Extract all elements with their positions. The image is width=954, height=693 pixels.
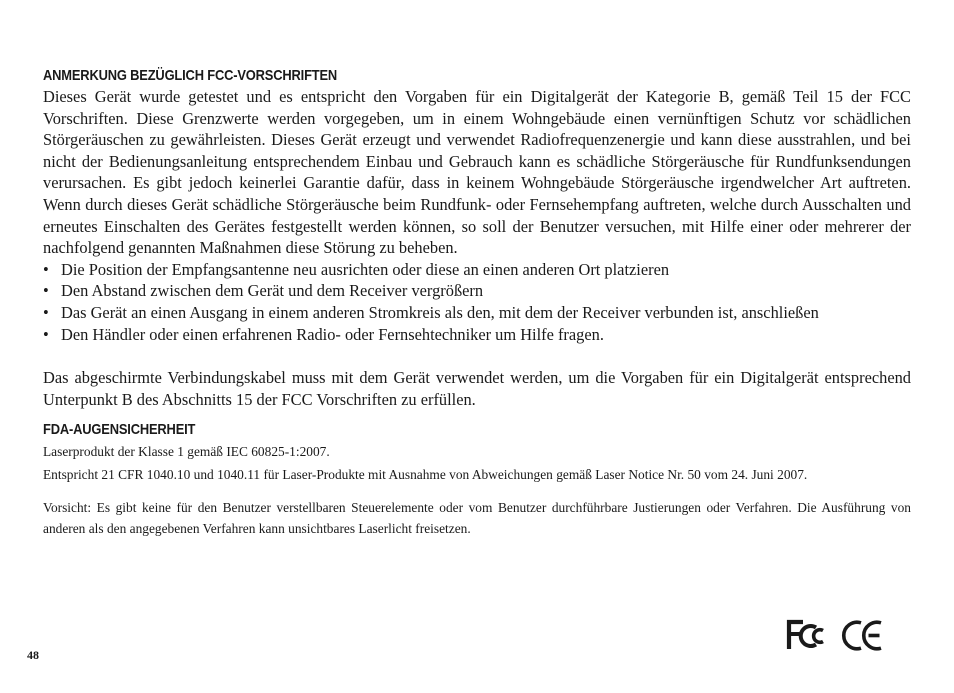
- certification-logos: [786, 618, 886, 652]
- cable-paragraph: Das abgeschirmte Verbindungskabel muss mit dem Gerät verwendet werden, um die Vorgaben für ein Digitalgerät entsprechend Unterpunkt B des Abschnitts 15 der FCC Vorschriften zu erfüllen.: [43, 368, 911, 409]
- compliance-text: Entspricht 21 CFR 1040.10 und 1040.11 für Laser-Produkte mit Ausnahme von Abweichungen gemäß Laser Notice Nr. 50 vom 24. Juni 2007.: [43, 467, 808, 483]
- list-item-text: Das Gerät an einen Ausgang in einem anderen Stromkreis als den, mit dem der Receiver verbunden ist, anschließen: [61, 302, 819, 322]
- document-content: [43, 66, 911, 539]
- list-item-text: Den Händler oder einen erfahrenen Radio- oder Fernsehtechniker um Hilfe fragen.: [61, 324, 604, 344]
- list-item: [43, 280, 911, 302]
- list-item: [43, 302, 911, 324]
- page-number: 48: [27, 648, 39, 662]
- fcc-paragraph: Dieses Gerät wurde getestet und es entspricht den Vorgaben für ein Digitalgerät der Kategorie B, gemäß Teil 15 der FCC Vorschriften. Diese Grenzwerte werden vorgegeben, um in einem Wohngebäude einen vernünftigen Schutz vor schädlichen Störgeräuschen zu gewährleisten. Dieses Gerät erzeugt und verwendet Radiofrequenzenergie und kann diese ausstrahlen, und bei nicht der Bedienungsanleitung entsprechendem Einbau und Gebrauch kann es schädliche Störgeräusche für Rundfunksendungen verursachen. Es gibt jedoch keinerlei Garantie dafür, dass in keinem Wohngebäude Störgeräusche irgendwelcher Art auftreten. Wenn durch dieses Gerät schädliche Störgeräusche beim Rundfunk- oder Fernsehempfang auftreten, welche durch Ausschalten und erneutes Einschalten des Gerätes festgestellt werden können, so soll der Benutzer versuchen, mit Hilfe einer oder mehrerer der nachfolgend genannten Maßnahmen diese Störung zu beheben.: [43, 87, 911, 258]
- fcc-heading: ANMERKUNG BEZÜGLICH FCC-VORSCHRIFTEN: [43, 67, 338, 84]
- list-item-text: Den Abstand zwischen dem Gerät und dem Receiver vergrößern: [61, 281, 484, 301]
- list-item: [43, 324, 911, 346]
- list-item-text: Die Position der Empfangsantenne neu ausrichten oder diese an einen anderen Ort platzieren: [61, 259, 670, 279]
- logo-graphics: [786, 618, 886, 652]
- bullet-symbol: •: [43, 281, 49, 301]
- fcc-measures-list: [43, 259, 911, 345]
- bullet-symbol: •: [43, 324, 49, 344]
- bullet-symbol: •: [43, 259, 49, 279]
- bullet-symbol: •: [43, 302, 49, 322]
- laser-class-text: Laserprodukt der Klasse 1 gemäß IEC 60825-1:2007.: [43, 444, 330, 460]
- caution-text: Vorsicht: Es gibt keine für den Benutzer verstellbaren Steuerelemente oder vom Benutzer durchführbare Justierungen oder Verfahren. Die Ausführung von anderen als den angegebenen Verfahren kann unsichtbares Laserlicht freisetzen.: [43, 500, 911, 537]
- list-item: [43, 259, 911, 281]
- fcc-logo: [789, 622, 823, 649]
- fda-heading: FDA-AUGENSICHERHEIT: [43, 421, 196, 439]
- ce-mark: [844, 622, 881, 649]
